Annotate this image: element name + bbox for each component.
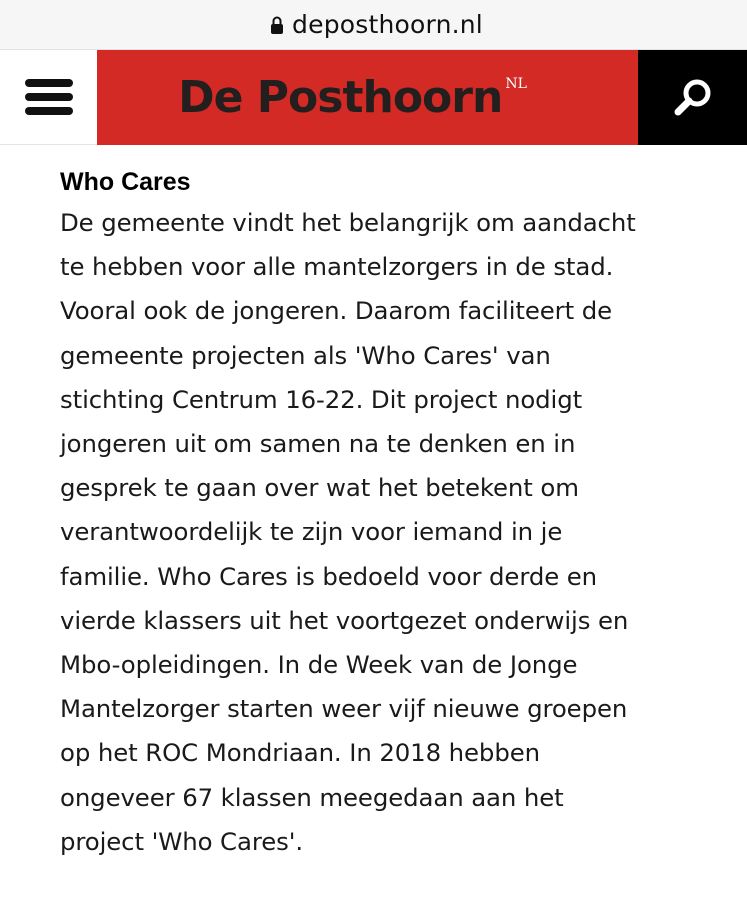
- address-bar-content[interactable]: [270, 10, 483, 39]
- article-line: Mbo-opleidingen. In de Week van de Jonge: [60, 650, 578, 680]
- article-line: vierde klassers uit het voortgezet onderwijs en: [60, 605, 629, 635]
- article-line: ongeveer 67 klassen meegedaan aan het: [60, 782, 564, 812]
- article-line: jongeren uit om samen na te denken en in: [60, 429, 576, 459]
- article-line: Vooral ook de jongeren. Daarom faciliteert de: [60, 296, 612, 326]
- article-line: gemeente projecten als 'Who Cares' van: [60, 340, 551, 370]
- logo-text[interactable]: De Posthoorn: [178, 71, 503, 123]
- logo-suffix: NL: [505, 75, 527, 92]
- site-header: [0, 50, 747, 145]
- article-line: Mantelzorger starten weer vijf nieuwe groepen: [60, 694, 628, 724]
- article-line: project 'Who Cares'.: [60, 826, 304, 856]
- menu-button[interactable]: [0, 50, 97, 145]
- hamburger-menu-icon[interactable]: [25, 79, 73, 115]
- article-line: te hebben voor alle mantelzorgers in de stad.: [60, 252, 614, 282]
- article-body: [60, 201, 700, 864]
- article-heading: Who Cares: [60, 168, 191, 196]
- article-line: verantwoordelijk te zijn voor iemand in je: [60, 517, 563, 547]
- url-text[interactable]: deposthoorn.nl: [292, 10, 483, 39]
- article: [60, 163, 700, 864]
- search-button[interactable]: [638, 50, 747, 145]
- brand-bar: [97, 50, 638, 145]
- article-line: De gemeente vindt het belangrijk om aandacht: [60, 208, 636, 237]
- article-line: stichting Centrum 16-22. Dit project nodigt: [60, 384, 583, 414]
- search-icon[interactable]: [672, 77, 714, 119]
- lock-icon: [270, 15, 284, 35]
- article-line: gesprek te gaan over wat het betekent om: [60, 473, 579, 503]
- article-line: familie. Who Cares is bedoeld voor derde en: [60, 561, 598, 591]
- browser-address-bar[interactable]: [0, 0, 747, 50]
- article-line: op het ROC Mondriaan. In 2018 hebben: [60, 738, 540, 768]
- site-logo[interactable]: [178, 71, 527, 123]
